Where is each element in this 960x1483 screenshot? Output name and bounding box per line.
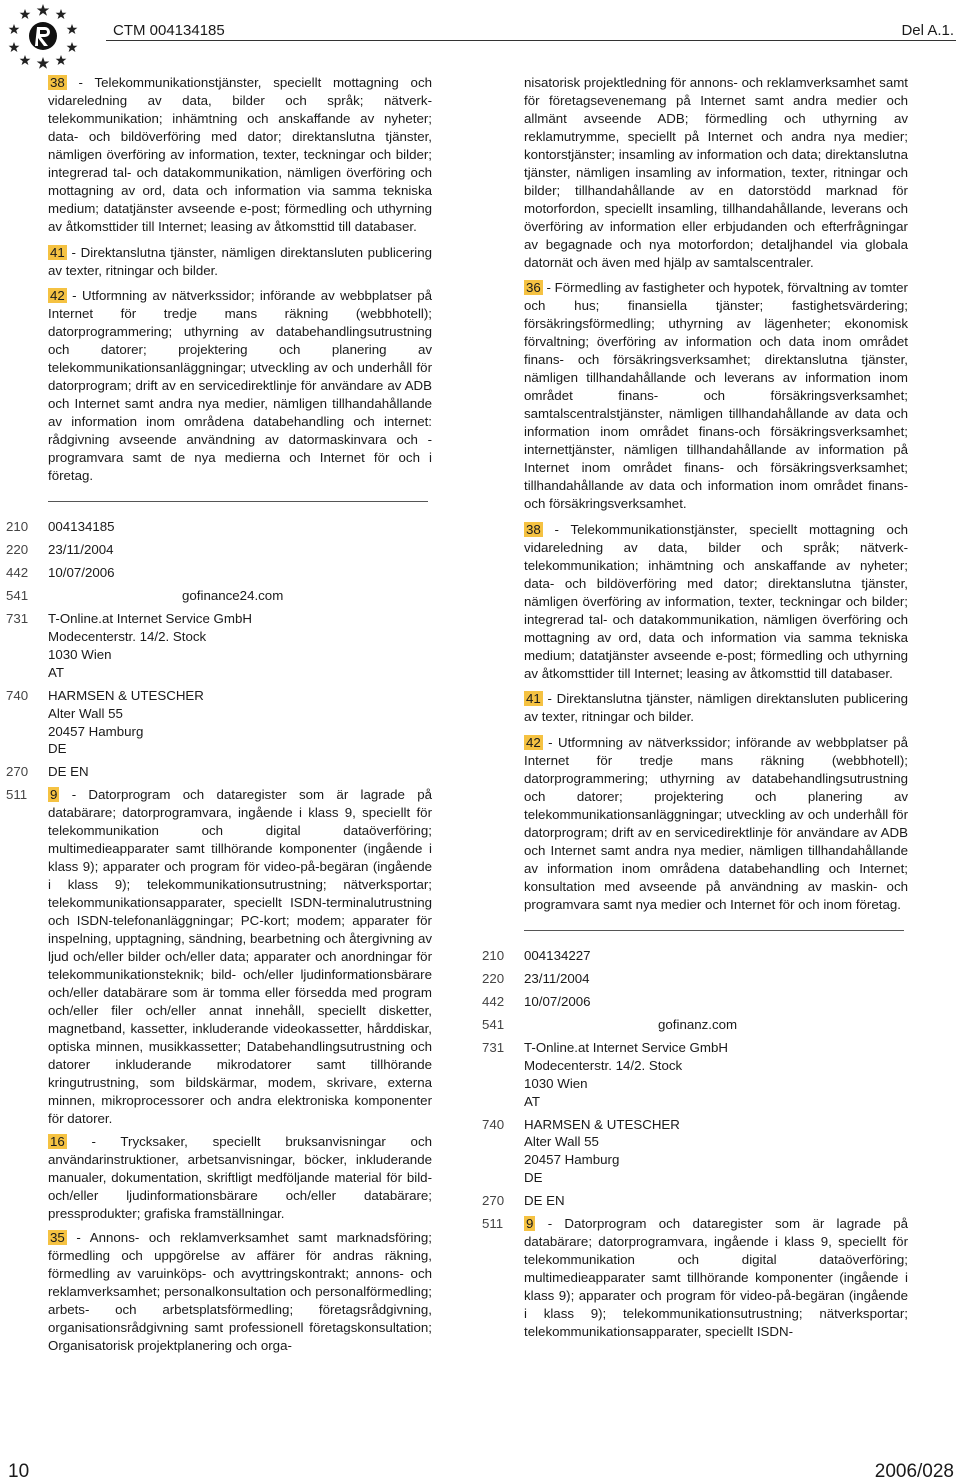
class-entry [48,244,432,280]
class-badge: 42 [526,735,541,751]
class-entry [48,786,432,1127]
field-code: 442 [482,993,505,1009]
class-badge: 42 [50,288,65,304]
star-icon [20,9,31,19]
class-entry [524,1215,908,1341]
field-220 [482,970,908,988]
star-icon [56,55,67,65]
representative-line: Alter Wall 55 [48,705,123,721]
mark-text: gofinanz.com [658,1016,738,1032]
field-code: 541 [482,1016,505,1032]
owner-line: Modecenterstr. 14/2. Stock [524,1057,683,1073]
star-icon [37,4,50,16]
class-entry [524,279,908,512]
representative-line: DE [524,1170,543,1186]
owner-line: 1030 Wien [524,1075,588,1091]
field-731 [6,610,432,682]
class-text: - Förmedling av fastigheter och hypotek, förvaltning av tomter och hus; finansiella tjänster; fastighetsvärdering; försäkringsförmedling; uthyrning av lägenheter; ekonomisk förvaltning; överföring av information och data inom området finans- och försäkringsverksamhet; direktanslutna tjänster, nämligen tillhandahållande och leverans av information inom området finans- och försäkringsverksamhet; samtalscentralstjänster, nämligen tillhandahållande av data och information inom området finans-och försäkringsverksamhet; internettjänster, nämligen tillhandahållande av information på Internet inom området finans- och försäkringsverksamhet; tillhandahållande av data och information inom området finans- och försäkringsverksamhet. [524,280,908,511]
field-210 [6,518,432,536]
field-code: 511 [6,787,28,803]
field-270 [482,1192,908,1210]
field-code: 731 [482,1039,505,1055]
field-270 [6,763,432,781]
record-separator [524,930,904,931]
star-icon [9,24,20,34]
field-740 [6,687,432,759]
class-badge: 41 [50,244,65,260]
class-entry [524,690,908,726]
document-title: CTM 004134185 [113,22,225,39]
class-text: - Utformning av nätverkssidor; införande av webbplatser på Internet för tredje mans räkning (webbhotell); datorprogrammering; uthyrning av databehandlingsutrustning och datorer; projektering och planering av telekommunikationsanläggningar; utveckling av och underhåll för datorprogram; drift av en servicedirektlinje för användare av ADB och Internet samt andra nya medier, nämligen tillhandahållande av information inom områdena databehandling och Internet; konsultation med avseende på användning av maskin- och programvara samt nya medier och Internet för och inom företag. [524,735,908,912]
class-entry [524,521,908,683]
owner-line: Modecenterstr. 14/2. Stock [48,628,207,644]
field-541 [482,1016,908,1034]
representative-line: HARMSEN & UTESCHER [524,1116,680,1132]
trademark-record [6,518,432,1355]
page-number: 10 [8,1461,30,1482]
trademark-record [482,947,908,1341]
field-code: 220 [482,970,505,986]
class-badge: 38 [50,75,65,90]
owner-line: AT [524,1093,541,1109]
field-code: 740 [6,687,29,703]
field-code: 270 [482,1193,505,1209]
field-442 [6,564,432,582]
document-part: Del A.1. [901,22,954,39]
star-icon [37,57,50,69]
class-entry [524,734,908,914]
continued-text: nisatorisk projektledning för annons- och reklamverksamhet samt för företagsevenemang på Internet samt andra medier och allmänt avseende ADB; förmedling och uthyrning av reklamutrymme, speciellt på Internet och andra nya medier; kontorstjänster; insamling av information och data; direktanslutna tjänster, nämligen insamling av information, texter, ritningar och bilder; tillhandahållande av en datorstödd marknad för motorfordon, speciellt insamling, tillhandahållande, leverans och överföring av information eller erbjudanden och efterfrågningar av begagnade och nya motorfordon; detaljhandel via globala datornät och även med hjälp av samtalscentraler. [524,75,908,270]
field-541 [6,587,432,605]
class-text: - Direktanslutna tjänster, nämligen direktansluten publicering av texter, ritningar och bilder. [48,244,432,278]
field-511 [482,1215,908,1341]
application-number: 004134185 [48,518,115,534]
star-icon [67,24,78,34]
star-icon [56,9,67,19]
field-code: 210 [6,518,29,534]
publication-date: 10/07/2006 [48,564,115,580]
field-code: 210 [482,947,505,963]
mark-text: gofinance24.com [182,587,284,603]
languages: DE EN [48,764,89,780]
filing-date: 23/11/2004 [48,541,114,557]
class-entry [48,74,432,236]
bulletin-issue: 2006/028 [874,1461,954,1482]
class-text: - Telekommunikationstjänster, speciellt mottagning och vidareledning av data, bilder och språk; nätverk-telekommunikation; inhämtning och anskaffande av nyheter; data- och bildöverföring med dator; direktanslutna tjänster, nämligen överföring av information, texter, teckningar och bilder; integrerad tal- och datakommunikation, nämligen överföring och mottagning av ord, data och information via samma tekniska medium; datatjänster avseende e-post; förmedling och uthyrning av åtkomsttider till Internet; leasing av åtkomsttid till databaser. [48,75,432,234]
representative-line: DE [48,741,67,757]
field-731 [482,1039,908,1111]
class-badge: 41 [526,691,541,707]
right-column [482,74,908,1347]
application-number: 004134227 [524,947,591,963]
class-badge: 38 [526,521,541,537]
euro-stars-logo [6,2,80,70]
class-text: - Utformning av nätverkssidor; införande av webbplatser på Internet för tredje mans räkning (webbhotell); datorprogrammering; uthyrning av databehandlingsutrustning och datorer; projektering och planering av telekommunikationsanläggningar; utveckling av och underhåll för datorprogram; drift av en servicedirektlinje för användare av ADB och Internet samt andra nya medier, nämligen tillhandahållande av information inom områdena databehandling och internet: rådgivning avseende användning av datormaskinvara och -programvara samt de nya medierna och Internet för och i företag. [48,288,432,484]
publication-date: 10/07/2006 [524,993,591,1009]
owner-line: 1030 Wien [48,646,112,662]
field-740 [482,1116,908,1188]
field-code: 220 [6,541,29,557]
field-511 [6,786,432,1355]
field-220 [6,541,432,559]
class-text: - Annons- och reklamverksamhet samt marknadsföring; förmedling och uppgörelse av affärer för andras räkning, förmedling av varuinköps- och avyttringskontrakt; annons- och reklamverksamhet; personalkonsultation och personalförmedling; arbets- och arbetsplatsförmedling; företagsrådgivning, organisationsrådgivning samt professionell företagskonsultation; Organisatorisk projektplanering och orga- [48,1230,432,1353]
field-code: 442 [6,564,29,580]
class-badge: 9 [50,787,58,803]
r-mark-icon [29,22,57,50]
field-210 [482,947,908,965]
field-442 [482,993,908,1011]
field-code: 740 [482,1116,505,1132]
class-entry [48,287,432,484]
left-column [6,74,432,1361]
class-text: - Telekommunikationstjänster, speciellt mottagning och vidareledning av data, bilder och språk; nätverk-telekommunikation; inhämtning och anskaffande av nyheter; data- och bildöverföring med dator; direktanslutna tjänster, nämligen överföring av information, texter, teckningar och bilder; integrerad tal- och datakommunikation, nämligen överföring och mottagning av ord, data och information via samma tekniska medium; datatjänster avseende e-post; förmedling och uthyrning av åtkomsttider till Internet; leasing av åtkomsttid till databaser. [524,521,908,681]
class-badge: 36 [526,280,541,296]
field-code: 731 [6,610,29,626]
class-badge: 16 [50,1134,65,1150]
class-text: - Datorprogram och dataregister som är lagrade på databärare; datorprogramvara, ingående i klass 9, speciellt för telekommunikation och digital dataöverföring; multimedieapparater samt tillhörande komponenter (ingående i klass 9); apparater och program för video-på-begäran (ingående i klass 9); telekommunikationsutrustning; nätverksportar; telekommunikationsapparater, speciellt ISDN- [524,1216,908,1339]
owner-line: T-Online.at Internet Service GmbH [48,610,252,626]
representative-line: Alter Wall 55 [524,1134,599,1150]
field-code: 270 [6,764,29,780]
owner-line: AT [48,664,65,680]
class-text: - Datorprogram och dataregister som är lagrade på databärare; datorprogramvara, ingående i klass 9, speciellt för telekommunikation och digital dataöverföring; multimedieapparater samt tillhörande komponenter (ingående i klass 9); apparater och program för video-på-begäran (ingående i klass 9); telekommunikationsutrustning; nätverksportar; telekommunikationsapparater, speciellt ISDN-terminalutrustning och ISDN-telefonanläggningar; PC-kort; modem; apparater för inspelning, upptagning, sändning, bearbetning och återgivning av ljud och/eller bilder och/eller data; apparater och anordningar för telekommunikationsteknik; bild- och/eller ljudinformationsbärare och/eller databärare som är tomma eller försedda med program och/eller filer och/eller annat innehåll, speciellt disketter, magnetband, kassetter, inkluderande videokassetter, hårddiskar, optiska minnen, musikkassetter; Databehandlingsutrustning och datorer inkluderande mikrodatorer samt tillhörande kringutrustning, som bildskärmar, modem, skrivare, externa minnen, mikroprocessorer och andra elektroniska komponenter för datorer. [48,787,432,1126]
star-icon [20,55,31,65]
languages: DE EN [524,1193,565,1209]
star-icon [67,42,78,52]
representative-line: 20457 Hamburg [48,723,144,739]
header-rule [106,40,956,41]
class-text: - Trycksaker, speciellt bruksanvisningar och användarinstruktioner, arbetsanvisningar, böcker, inkluderande manualer, dokumentation, skriftligt medföljande material för bild- och/eller ljudinformationsbärare och/eller databärare; pressprodukter; grafiska framställningar. [48,1134,432,1222]
class-text: - Direktanslutna tjänster, nämligen direktansluten publicering av texter, ritningar och bilder. [524,691,908,725]
record-separator [48,501,428,502]
owner-line: T-Online.at Internet Service GmbH [524,1039,728,1055]
field-code: 511 [482,1216,504,1232]
star-icon [9,42,20,52]
class-badge: 35 [50,1230,65,1246]
class-badge: 9 [526,1216,534,1232]
class-entry [48,1133,432,1223]
representative-line: 20457 Hamburg [524,1152,620,1168]
filing-date: 23/11/2004 [524,970,590,986]
field-code: 541 [6,587,29,603]
class-entry [48,1229,432,1355]
representative-line: HARMSEN & UTESCHER [48,687,204,703]
